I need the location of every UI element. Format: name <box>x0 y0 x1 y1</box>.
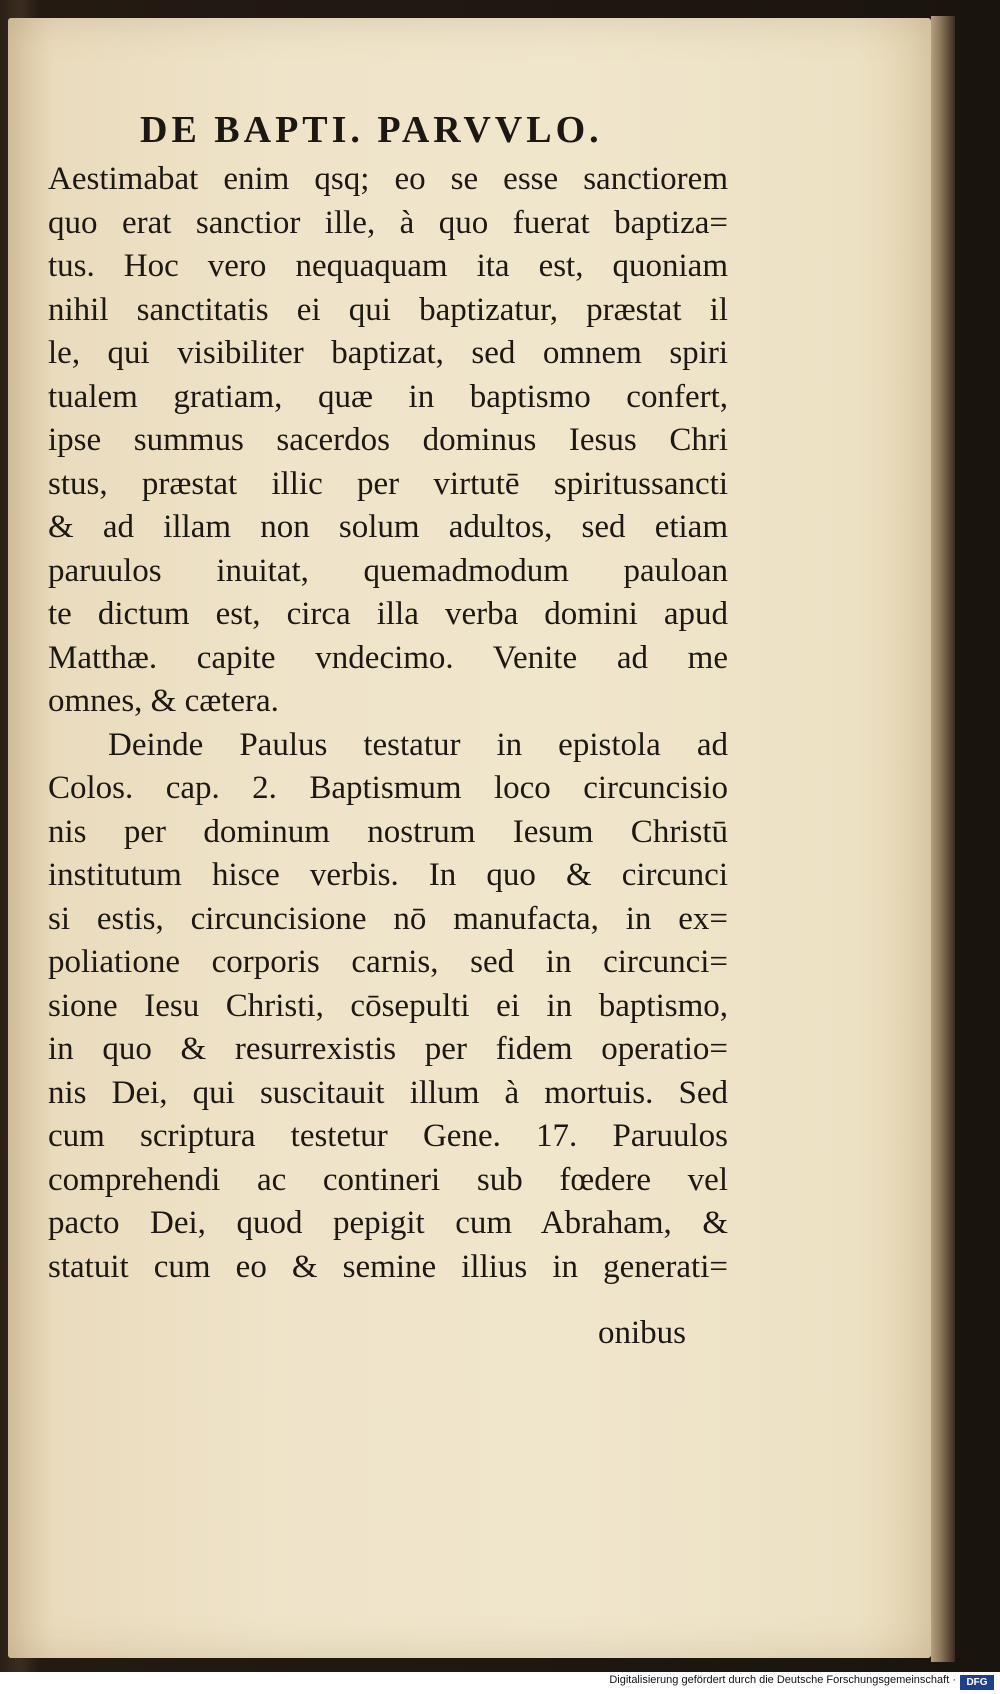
digitization-footer <box>0 1672 1000 1694</box>
text-line: Matthæ. capite vndecimo. Venite ad me <box>48 639 728 676</box>
paragraph-start-line: Deinde Paulus testatur in epistola ad <box>108 726 728 763</box>
text-line: statuit cum eo & semine illius in generati= <box>48 1248 728 1285</box>
funding-credit: Digitalisierung gefördert durch die Deutsche Forschungsgemeinschaft · <box>609 1674 956 1686</box>
text-line: tualem gratiam, quæ in baptismo confert, <box>48 378 728 415</box>
text-line: cum scriptura testetur Gene. 17. Paruulos <box>48 1118 728 1154</box>
text-line: comprehendi ac contineri sub fœdere vel <box>48 1161 728 1198</box>
text-line: & ad illam non solum adultos, sed etiam <box>48 509 728 545</box>
text-line: sione Iesu Christi, cōsepulti ei in baptismo, <box>48 987 728 1024</box>
running-head: DE BAPTI. PARVVLO. <box>140 109 603 151</box>
text-line: Aestimabat enim qsq; eo se esse sanctiorem <box>48 161 728 197</box>
text-line: Colos. cap. 2. Baptismum loco circuncisio <box>48 770 728 806</box>
text-line: nis Dei, qui suscitauit illum à mortuis. Sed <box>48 1074 728 1111</box>
text-line: institutum hisce verbis. In quo & circunci <box>48 857 728 893</box>
text-line: stus, præstat illic per virtutē spiritussancti <box>48 465 728 502</box>
text-line: paruulos inuitat, quemadmodum pauloan <box>48 552 728 589</box>
page-edge <box>931 16 955 1662</box>
text-line: te dictum est, circa illa verba domini apud <box>48 596 728 632</box>
text-line: in quo & resurrexistis per fidem operatio= <box>48 1031 728 1067</box>
text-line: tus. Hoc vero nequaquam ita est, quoniam <box>48 248 728 284</box>
body-text <box>48 158 728 1289</box>
text-line: omnes, & cætera. <box>48 683 279 719</box>
text-line: nis per dominum nostrum Iesum Christū <box>48 813 728 850</box>
text-line: quo erat sanctior ille, à quo fuerat baptiza= <box>48 204 728 241</box>
text-line: si estis, circuncisione nō manufacta, in ex= <box>48 900 728 937</box>
text-line: poliatione corporis carnis, sed in circunci= <box>48 944 728 980</box>
dfg-logo: DFG <box>960 1675 994 1690</box>
text-line: pacto Dei, quod pepigit cum Abraham, & <box>48 1205 728 1241</box>
catchword: onibus <box>598 1315 687 1351</box>
text-line: le, qui visibiliter baptizat, sed omnem spiri <box>48 335 728 371</box>
text-line: ipse summus sacerdos dominus Iesus Chri <box>48 422 728 458</box>
text-line: nihil sanctitatis ei qui baptizatur, præstat il <box>48 291 728 328</box>
